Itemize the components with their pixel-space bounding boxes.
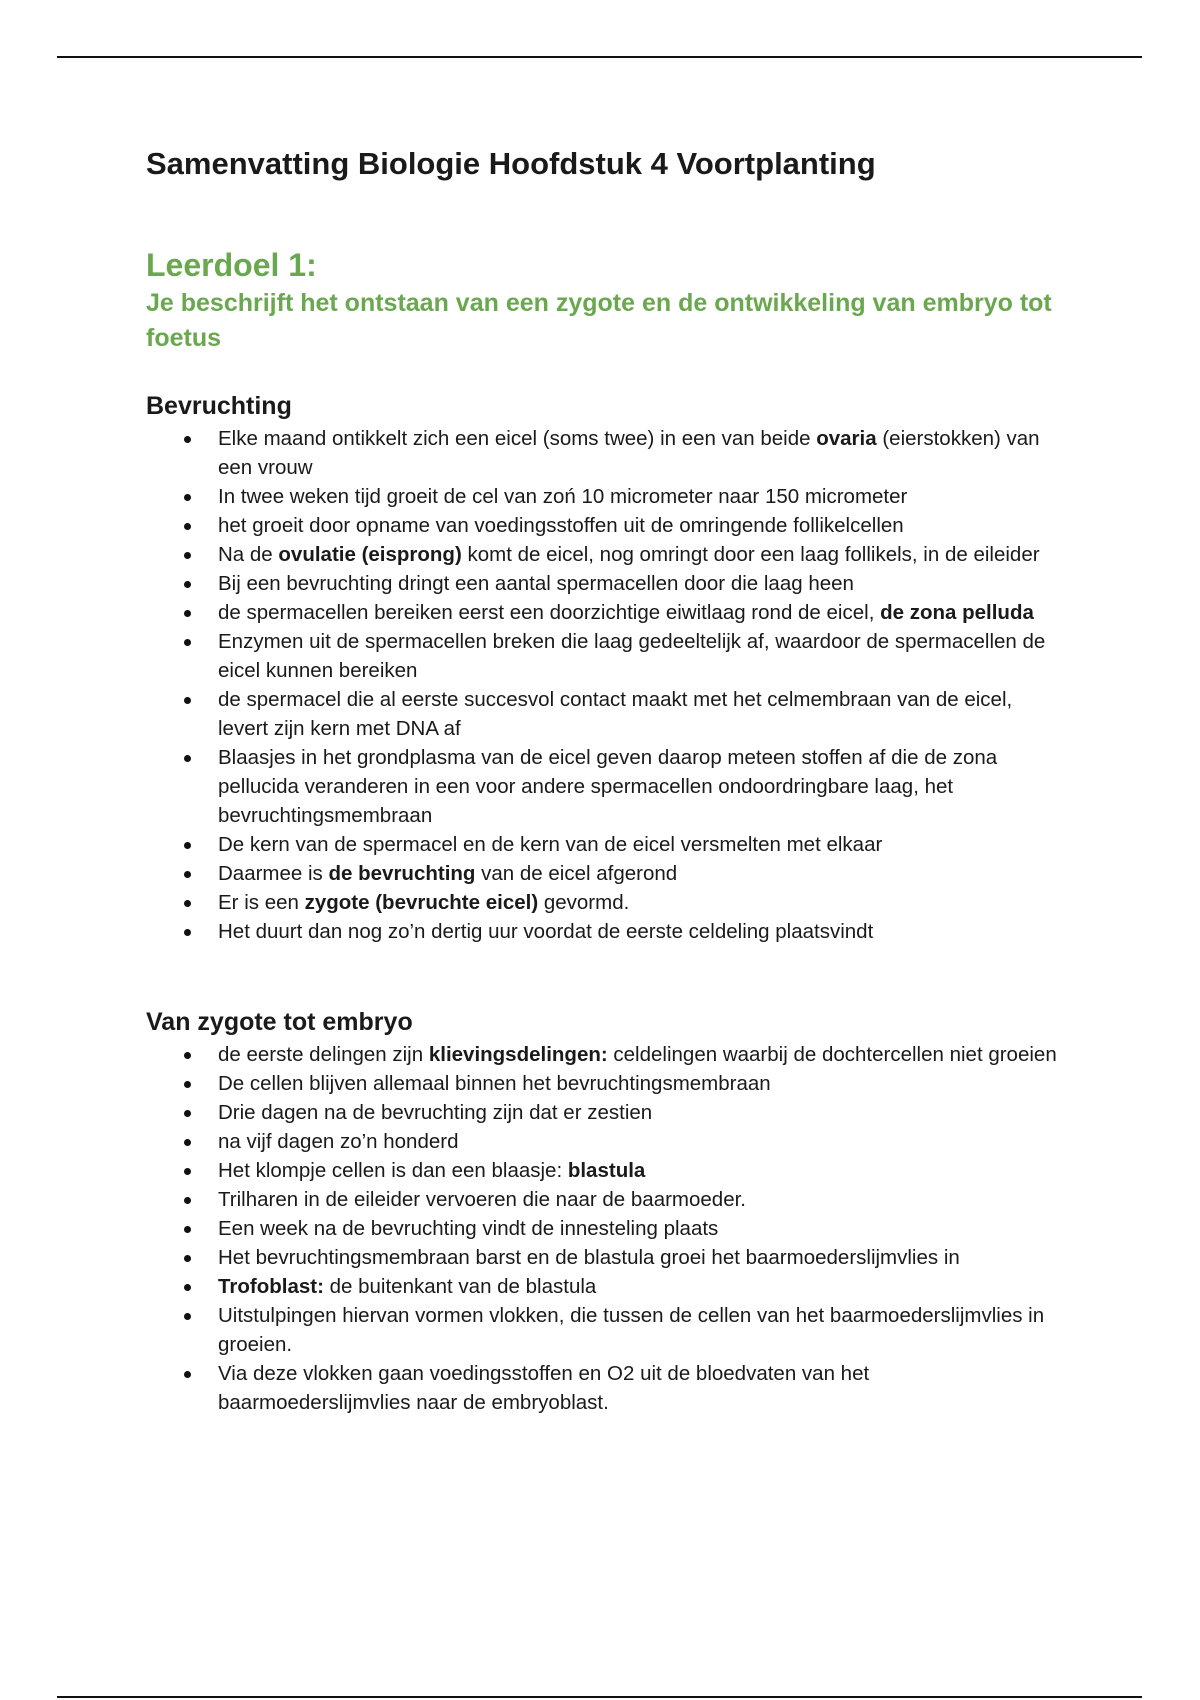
document-body [146, 142, 1066, 1417]
section-heading-zygote-embryo: Van zygote tot embryo [146, 1008, 413, 1036]
bold-term: klievingsdelingen: [428, 1043, 608, 1066]
list-item [146, 540, 1066, 569]
item-text: na vijf dagen zo’n honderd [218, 1130, 459, 1153]
item-text: Drie dagen na de bevruchting zijn dat er zestien [218, 1101, 653, 1124]
list-item [146, 482, 1066, 511]
item-text: de spermacel die al eerste succesvol contact maakt met het celmembraan van de eicel, levert zijn kern met DNA af [218, 688, 1013, 740]
bold-term: Trofoblast: [218, 1275, 324, 1298]
list-item [146, 830, 1066, 859]
list-item [146, 1185, 1066, 1214]
top-rule [57, 56, 1142, 58]
list-item [146, 1069, 1066, 1098]
item-text: Trilharen in de eileider vervoeren die naar de baarmoeder. [218, 1188, 746, 1211]
list-item [146, 627, 1066, 685]
list-item [146, 598, 1066, 627]
item-text: komt de eicel, nog omringt door een laag follikels, in de eileider [461, 543, 1040, 566]
item-text: Bij een bevruchting dringt een aantal spermacellen door die laag heen [218, 572, 854, 595]
list-item [146, 1156, 1066, 1185]
item-text: Het bevruchtingsmembraan barst en de blastula groei het baarmoederslijmvlies in [218, 1246, 960, 1269]
item-text: de eerste delingen zijn [218, 1043, 429, 1066]
item-text: gevormd. [538, 891, 630, 914]
list-item [146, 1040, 1066, 1069]
item-text: Blaasjes in het grondplasma van de eicel geven daarop meteen stoffen af die de zona pellucida veranderen in een voor andere spermacellen ondoordringbare laag, het bevruchtingsmembraan [218, 746, 998, 827]
item-text: De cellen blijven allemaal binnen het bevruchtingsmembraan [218, 1072, 771, 1095]
item-text: van de eicel afgerond [475, 862, 678, 885]
list-item [146, 1359, 1066, 1417]
bold-term: blastula [567, 1159, 646, 1182]
bold-term: de zona pelluda [880, 601, 1034, 624]
item-text: (eierstokken) van een vrouw [218, 427, 1040, 479]
item-text: Daarmee is [218, 862, 329, 885]
zygote-embryo-list [146, 1040, 1066, 1417]
list-item [146, 424, 1066, 482]
item-text: In twee weken tijd groeit de cel van zoń 10 micrometer naar 150 micrometer [218, 485, 908, 508]
list-item [146, 743, 1066, 830]
list-item [146, 511, 1066, 540]
list-item [146, 1127, 1066, 1156]
list-item [146, 859, 1066, 888]
list-item [146, 917, 1066, 946]
item-text: Uitstulpingen hiervan vormen vlokken, die tussen de cellen van het baarmoederslijmvlies in groeien. [218, 1304, 1045, 1356]
item-text: Na de [218, 543, 279, 566]
item-text: de spermacellen bereiken eerst een doorzichtige eiwitlaag rond de eicel, [218, 601, 881, 624]
section-heading-bevruchting: Bevruchting [146, 392, 292, 420]
bevruchting-list [146, 424, 1066, 946]
list-item [146, 1214, 1066, 1243]
item-text: Er is een [218, 891, 305, 914]
item-text: het groeit door opname van voedingsstoffen uit de omringende follikelcellen [218, 514, 904, 537]
bold-term: ovaria [816, 427, 877, 450]
item-text: Via deze vlokken gaan voedingsstoffen en O2 uit de bloedvaten van het baarmoederslijmvlies naar de embryoblast. [218, 1362, 870, 1414]
learning-goal-text: Je beschrijft het ontstaan van een zygote en de ontwikkeling van embryo tot foetus [146, 289, 1052, 352]
item-text: Het duurt dan nog zo’n dertig uur voordat de eerste celdeling plaatsvindt [218, 920, 874, 943]
item-text: celdelingen waarbij de dochtercellen niet groeien [607, 1043, 1057, 1066]
list-item [146, 569, 1066, 598]
list-item [146, 1301, 1066, 1359]
list-item [146, 685, 1066, 743]
learning-goal-label: Leerdoel 1: [146, 247, 317, 283]
item-text: Elke maand ontikkelt zich een eicel (soms twee) in een van beide [218, 427, 817, 450]
list-item [146, 888, 1066, 917]
bold-term: zygote (bevruchte eicel) [304, 891, 539, 914]
document-title: Samenvatting Biologie Hoofdstuk 4 Voortplanting [146, 146, 876, 181]
bold-term: de bevruchting [328, 862, 476, 885]
item-text: Een week na de bevruchting vindt de innesteling plaats [218, 1217, 719, 1240]
list-item [146, 1098, 1066, 1127]
list-item [146, 1272, 1066, 1301]
list-item [146, 1243, 1066, 1272]
item-text: de buitenkant van de blastula [323, 1275, 597, 1298]
item-text: Enzymen uit de spermacellen breken die laag gedeeltelijk af, waardoor de spermacellen de eicel kunnen bereiken [218, 630, 1046, 682]
bottom-rule [57, 1696, 1142, 1698]
item-text: Het klompje cellen is dan een blaasje: [218, 1159, 568, 1182]
bold-term: ovulatie (eisprong) [278, 543, 462, 566]
item-text: De kern van de spermacel en de kern van de eicel versmelten met elkaar [218, 833, 883, 856]
